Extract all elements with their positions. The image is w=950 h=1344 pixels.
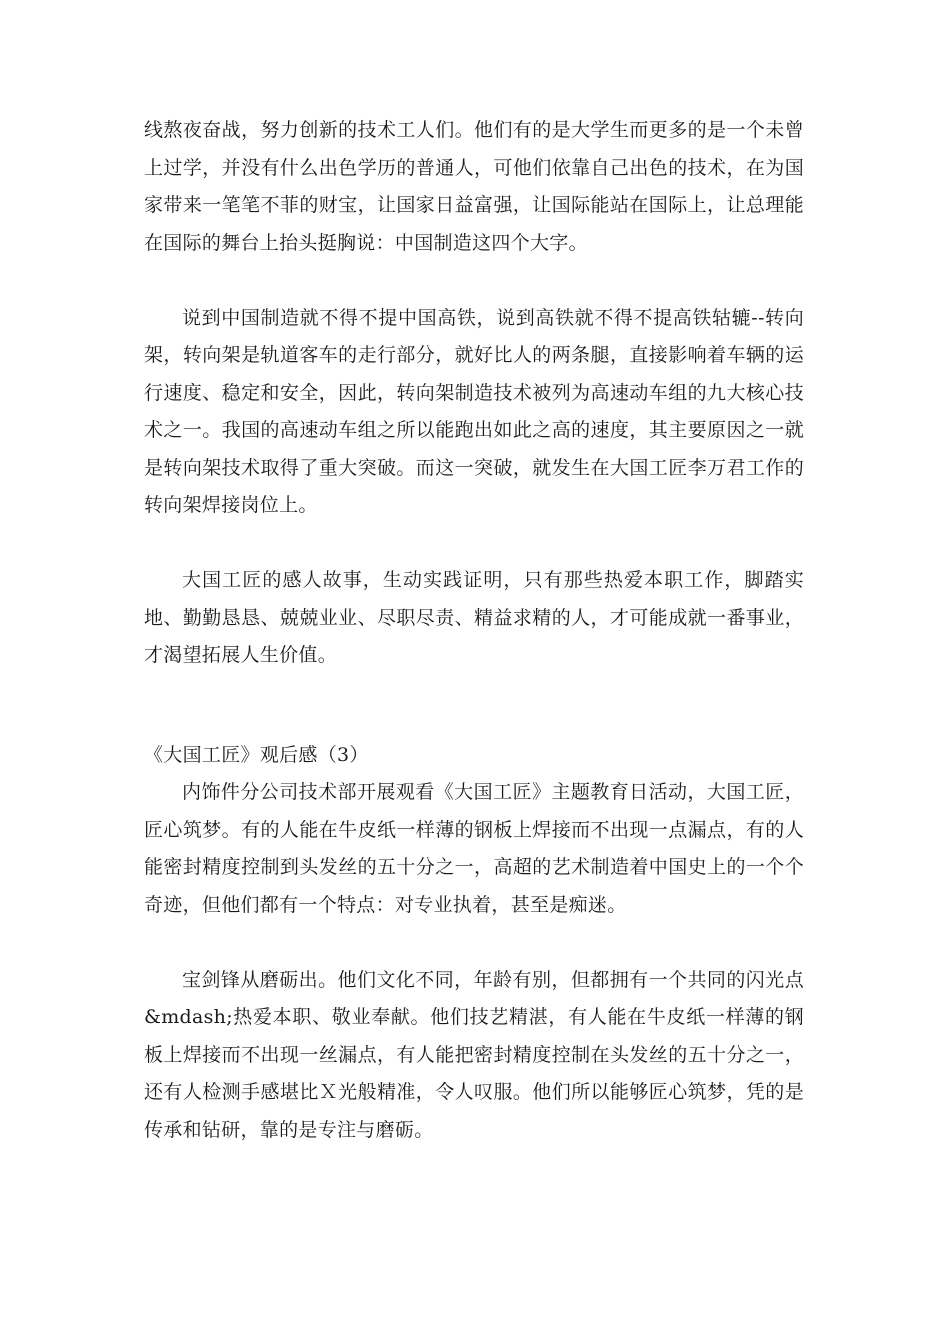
paragraph-1: 线熬夜奋战，努力创新的技术工人们。他们有的是大学生而更多的是一个未曾上过学，并没有什么出色学历的普通人，可他们依靠自己出色的技术，在为国家带来一笔笔不菲的财宝，让国家日益富强，让国际能站在国际上，让总理能在国际的舞台上抬头挺胸说：中国制造这四个大字。 <box>144 119 804 254</box>
paragraph-2: 说到中国制造就不得不提中国高铁，说到高铁就不得不提高铁轱辘--转向架，转向架是轨道客车的走行部分，就好比人的两条腿，直接影响着车辆的运行速度、稳定和安全，因此，转向架制造技术被列为高速动车组的九大核心技术之一。我国的高速动车组之所以能跑出如此之高的速度，其主要原因之一就是转向架技术取得了重大突破。而这一突破，就发生在大国工匠李万君工作的转向架焊接岗位上。 <box>144 306 804 516</box>
section-gap <box>144 675 804 737</box>
paragraph-gap <box>144 924 804 962</box>
paragraph-4: 内饰件分公司技术部开展观看《大国工匠》主题教育日活动，大国工匠，匠心筑梦。有的人能在牛皮纸一样薄的钢板上焊接而不出现一点漏点，有的人能密封精度控制到头发丝的五十分之一，高超的艺术制造着中国史上的一个个奇迹，但他们都有一个特点：对专业执着，甚至是痴迷。 <box>144 781 804 916</box>
paragraph-gap <box>144 262 804 300</box>
section-heading: 《大国工匠》观后感（3） <box>144 743 369 766</box>
document-page <box>144 112 804 1149</box>
paragraph-5: 宝剑锋从磨砺出。他们文化不同，年龄有别，但都拥有一个共同的闪光点&mdash;热爱本职、敬业奉献。他们技艺精湛，有人能在牛皮纸一样薄的钢板上焊接而不出现一丝漏点，有人能把密封精度控制在头发丝的五十分之一，还有人检测手感堪比Ｘ光般精准，令人叹服。他们所以能够匠心筑梦，凭的是传承和钻研，靠的是专注与磨砺。 <box>144 968 804 1141</box>
paragraph-gap <box>144 525 804 563</box>
paragraph-3: 大国工匠的感人故事，生动实践证明，只有那些热爱本职工作，脚踏实地、勤勤恳恳、兢兢业业、尽职尽责、精益求精的人，才可能成就一番事业，才渴望拓展人生价值。 <box>144 569 804 666</box>
